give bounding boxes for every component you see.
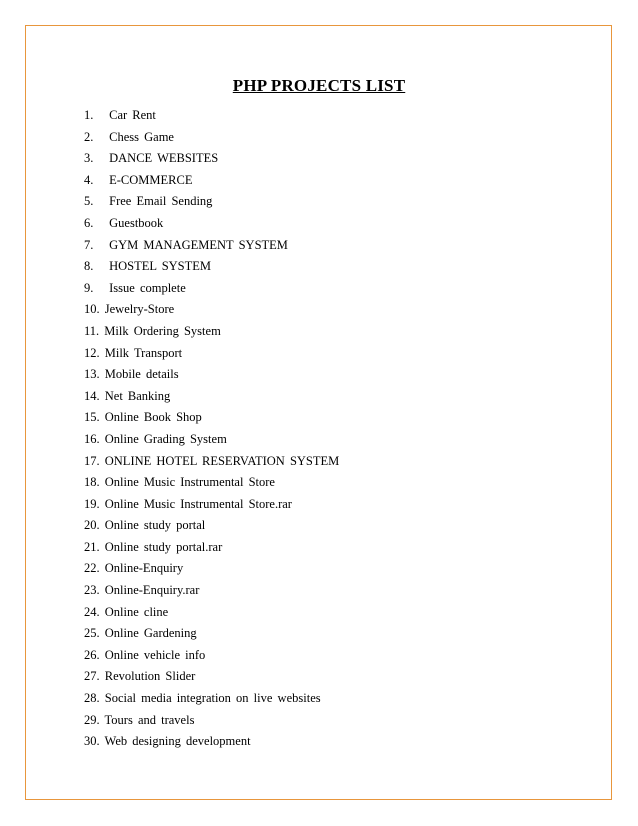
item-label: Milk Ordering System xyxy=(104,323,221,338)
item-number: 29. xyxy=(84,712,100,727)
list-item xyxy=(84,324,339,346)
item-label: Net Banking xyxy=(104,388,171,403)
list-item xyxy=(84,151,339,173)
item-label: E-COMMERCE xyxy=(109,172,193,187)
item-label: Car Rent xyxy=(109,108,156,122)
item-number: 13. xyxy=(84,367,100,382)
item-label: Online study portal.rar xyxy=(104,539,223,554)
item-label: DANCE WEBSITES xyxy=(109,151,219,166)
item-number: 22. xyxy=(84,561,100,576)
item-label: Online-Enquiry xyxy=(104,561,184,576)
list-item xyxy=(84,238,339,260)
item-label: Online-Enquiry.rar xyxy=(104,583,200,598)
list-item xyxy=(84,713,339,735)
item-number: 20. xyxy=(84,518,100,533)
list-item xyxy=(84,475,339,497)
item-number: 25. xyxy=(84,626,100,641)
list-item xyxy=(84,173,339,195)
item-number: 8. xyxy=(84,259,94,274)
list-item xyxy=(84,734,339,756)
item-label: Issue complete xyxy=(109,280,186,295)
list-item xyxy=(84,259,339,281)
list-item xyxy=(84,346,339,368)
item-number: 21. xyxy=(84,539,100,554)
list-item xyxy=(84,669,339,691)
item-number: 23. xyxy=(84,583,100,598)
item-label: Online vehicle info xyxy=(104,647,206,662)
item-number: 27. xyxy=(84,669,100,684)
page-title: PHP PROJECTS LIST xyxy=(232,76,406,95)
item-label: HOSTEL SYSTEM xyxy=(109,259,212,274)
item-label: Chess Game xyxy=(109,129,174,144)
item-number: 2. xyxy=(84,129,94,144)
list-item xyxy=(84,648,339,670)
item-label: Social media integration on live websites xyxy=(104,691,321,706)
list-item xyxy=(84,367,339,389)
item-number: 18. xyxy=(84,475,100,490)
item-label: Free Email Sending xyxy=(109,194,213,209)
list-item xyxy=(84,691,339,713)
list-item xyxy=(84,281,339,303)
item-label: Online Gardening xyxy=(104,626,197,641)
item-number: 7. xyxy=(84,237,94,252)
item-label: Online Book Shop xyxy=(104,410,202,425)
project-list xyxy=(84,108,339,756)
item-number: 5. xyxy=(84,194,94,209)
item-number: 24. xyxy=(84,604,100,619)
item-number: 26. xyxy=(84,647,100,662)
item-number: 11. xyxy=(84,323,100,338)
item-label: Online cline xyxy=(104,604,169,619)
list-item xyxy=(84,302,339,324)
item-label: Tours and travels xyxy=(104,712,195,727)
item-number: 1. xyxy=(84,108,94,122)
item-number: 28. xyxy=(84,691,100,706)
list-item xyxy=(84,626,339,648)
item-number: 9. xyxy=(84,280,94,295)
item-number: 4. xyxy=(84,172,94,187)
list-item xyxy=(84,561,339,583)
item-number: 3. xyxy=(84,151,94,166)
item-number: 16. xyxy=(84,431,100,446)
item-label: Online Music Instrumental Store.rar xyxy=(104,496,292,511)
item-label: Guestbook xyxy=(109,215,164,230)
list-item xyxy=(84,389,339,411)
item-number: 12. xyxy=(84,345,100,360)
list-item xyxy=(84,454,339,476)
list-item xyxy=(84,518,339,540)
list-item xyxy=(84,583,339,605)
list-item xyxy=(84,410,339,432)
item-label: Web designing development xyxy=(104,734,251,749)
item-label: Revolution Slider xyxy=(104,669,196,684)
item-label: ONLINE HOTEL RESERVATION SYSTEM xyxy=(104,453,340,468)
list-item xyxy=(84,432,339,454)
list-item xyxy=(84,216,339,238)
list-item xyxy=(84,497,339,519)
item-label: Jewelry-Store xyxy=(104,302,175,317)
list-item xyxy=(84,605,339,627)
item-number: 14. xyxy=(84,388,100,403)
item-label: Online study portal xyxy=(104,518,206,533)
item-number: 30. xyxy=(84,734,100,749)
item-number: 15. xyxy=(84,410,100,425)
list-item xyxy=(84,130,339,152)
item-number: 17. xyxy=(84,453,100,468)
list-item xyxy=(84,540,339,562)
item-label: Milk Transport xyxy=(104,345,183,360)
item-label: Mobile details xyxy=(104,367,179,382)
item-label: Online Grading System xyxy=(104,431,227,446)
item-label: GYM MANAGEMENT SYSTEM xyxy=(109,237,288,252)
list-item xyxy=(84,194,339,216)
item-label: Online Music Instrumental Store xyxy=(104,475,275,490)
item-number: 10. xyxy=(84,302,100,317)
list-item xyxy=(84,108,339,130)
item-number: 19. xyxy=(84,496,100,511)
item-number: 6. xyxy=(84,215,94,230)
